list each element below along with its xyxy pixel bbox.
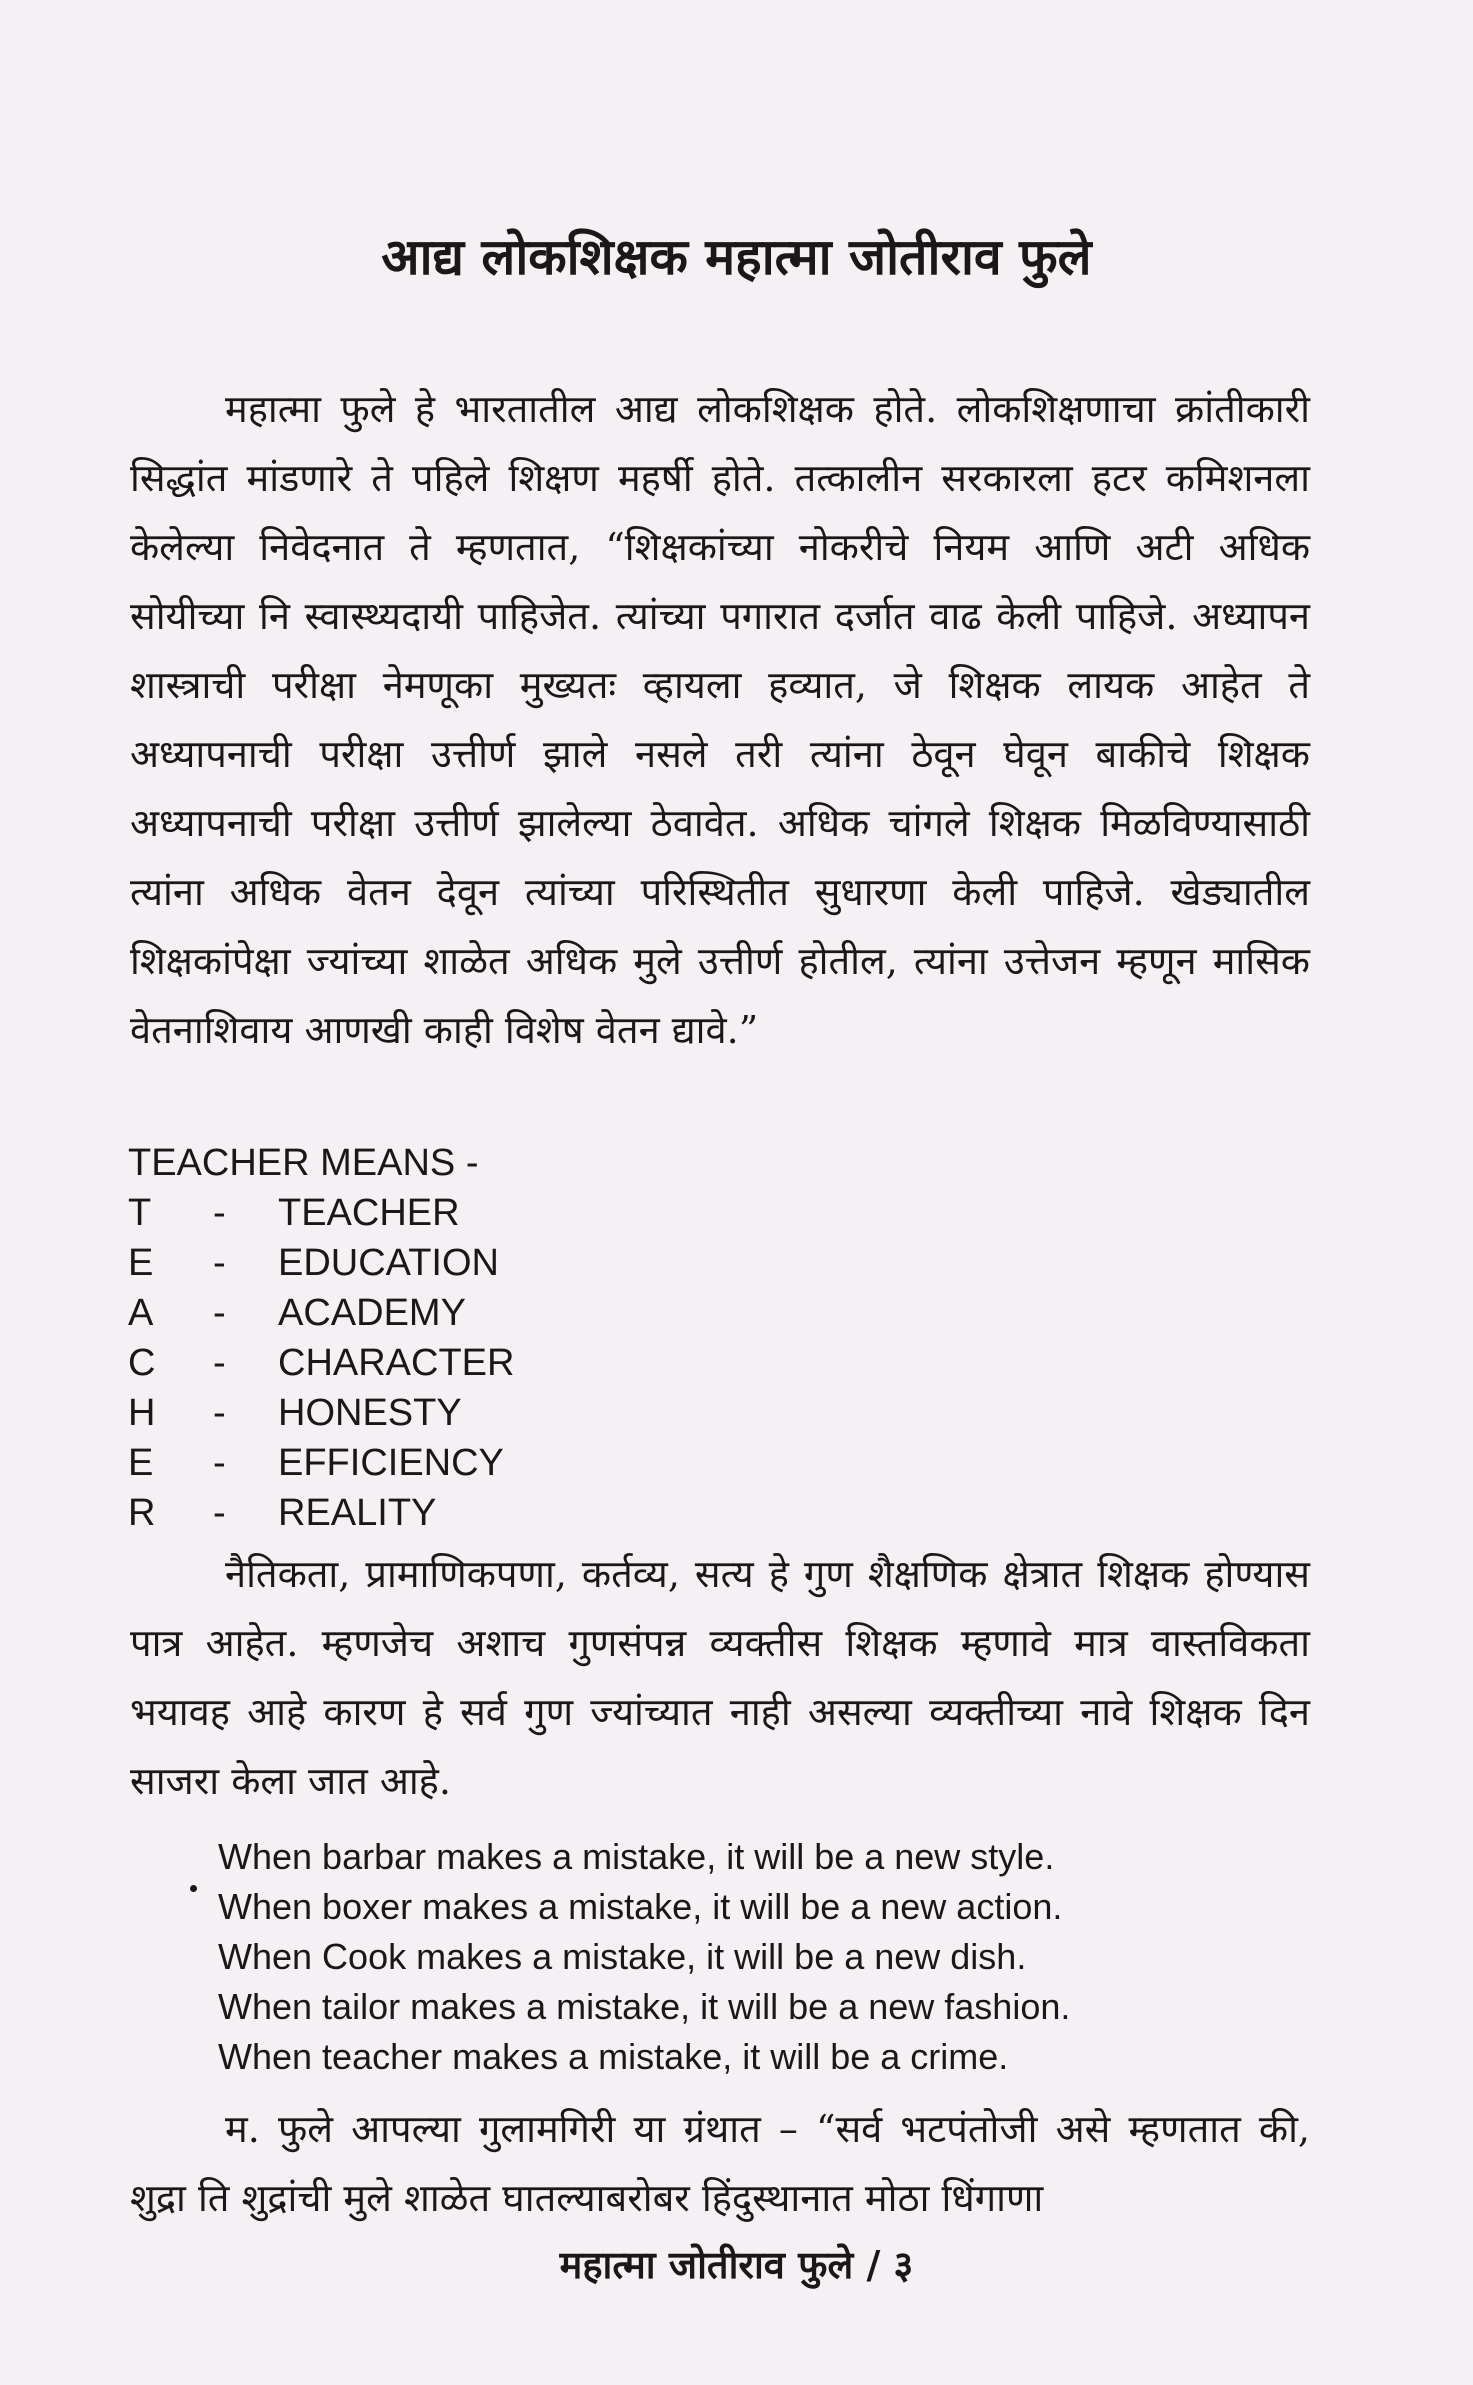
acrostic-dash: - (213, 1192, 226, 1234)
acrostic-letter: A (128, 1292, 154, 1334)
acrostic-dash: - (213, 1242, 226, 1284)
quote-line: When boxer makes a mistake, it will be a new action. (218, 1886, 1063, 1927)
paragraph-teacher-qualities: नैतिकता, प्रामाणिकपणा, कर्तव्य, सत्य हे गुण शैक्षणिक क्षेत्रात शिक्षक होण्यास पात्र आहेत. म्हणजेच अशाच गुणसंपन्न व्यक्तीस शिक्षक म्हणावे मात्र वास्तविकता भयावह आहे कारण हे सर्व गुण ज्यांच्यात नाही असल्या व्यक्तीच्या नावे शिक्षक दिन साजरा केला जात आहे. (130, 1552, 1310, 1803)
acrostic-letter: E (128, 1242, 154, 1284)
acrostic-letter: E (128, 1442, 154, 1484)
acrostic-row (128, 1438, 514, 1488)
acrostic-row (128, 1288, 514, 1338)
mistake-quotes (218, 1832, 1070, 2082)
acrostic-heading: TEACHER MEANS - (128, 1142, 479, 1184)
teacher-acrostic (128, 1138, 514, 1538)
acrostic-letter: R (128, 1492, 156, 1534)
acrostic-dash: - (213, 1292, 226, 1334)
acrostic-word: EFFICIENCY (278, 1442, 504, 1484)
acrostic-dash: - (213, 1342, 226, 1384)
acrostic-row (128, 1238, 514, 1288)
acrostic-word: REALITY (278, 1492, 437, 1534)
acrostic-row (128, 1338, 514, 1388)
acrostic-word: HONESTY (278, 1392, 462, 1434)
quote-line: When barbar makes a mistake, it will be a new style. (218, 1836, 1055, 1877)
acrostic-row (128, 1488, 514, 1538)
acrostic-letter: T (128, 1192, 152, 1234)
quote-line: When teacher makes a mistake, it will be a crime. (218, 2036, 1009, 2077)
page-title: आद्य लोकशिक्षक महात्मा जोतीराव फुले (381, 227, 1092, 286)
paragraph-phule-statement: महात्मा फुले हे भारतातील आद्य लोकशिक्षक होते. लोकशिक्षणाचा क्रांतीकारी सिद्धांत मांडणारे ते पहिले शिक्षण महर्षी होते. तत्कालीन सरकारला हटर कमिशनला केलेल्या निवेदनात ते म्हणतात, “शिक्षकांच्या नोकरीचे नियम आणि अटी अधिक सोयीच्या नि स्वास्थ्यदायी पाहिजेत. त्यांच्या पगारात दर्जात वाढ केली पाहिजे. अध्यापन शास्त्राची परीक्षा नेमणूका मुख्यतः व्हायला हव्यात, जे शिक्षक लायक आहेत ते अध्यापनाची परीक्षा उत्तीर्ण झाले नसले तरी त्यांना ठेवून घेवून बाकीचे शिक्षक अध्यापनाची परीक्षा उत्तीर्ण झालेल्या ठेवावेत. अधिक चांगले शिक्षक मिळविण्यासाठी त्यांना अधिक वेतन देवून त्यांच्या परिस्थितीत सुधारणा केली पाहिजे. खेड्यातील शिक्षकांपेक्षा ज्यांच्या शाळेत अधिक मुले उत्तीर्ण होतील, त्यांना उत्तेजन म्हणून मासिक वेतनाशिवाय आणखी काही विशेष वेतन द्यावे.” (130, 387, 1310, 1052)
acrostic-row (128, 1388, 514, 1438)
acrostic-word: EDUCATION (278, 1242, 499, 1284)
page-footer: महात्मा जोतीराव फुले / ३ (559, 2242, 914, 2287)
quote-line: When Cook makes a mistake, it will be a new dish. (218, 1936, 1027, 1977)
acrostic-dash: - (213, 1442, 226, 1484)
acrostic-letter: C (128, 1342, 156, 1384)
bullet-dot-icon (190, 1885, 197, 1892)
acrostic-word: CHARACTER (278, 1342, 515, 1384)
quote-line: When tailor makes a mistake, it will be a new fashion. (218, 1986, 1071, 2027)
acrostic-word: ACADEMY (278, 1292, 466, 1334)
acrostic-dash: - (213, 1392, 226, 1434)
acrostic-dash: - (213, 1492, 226, 1534)
paragraph-gulamgiri: म. फुले आपल्या गुलामगिरी या ग्रंथात – “सर्व भटपंतोजी असे म्हणतात की, शुद्रा ति शुद्रांची मुले शाळेत घातल्याबरोबर हिंदुस्थानात मोठा धिंगाणा (130, 2107, 1310, 2220)
acrostic-letter: H (128, 1392, 156, 1434)
acrostic-word: TEACHER (278, 1192, 460, 1234)
acrostic-row (128, 1188, 514, 1238)
